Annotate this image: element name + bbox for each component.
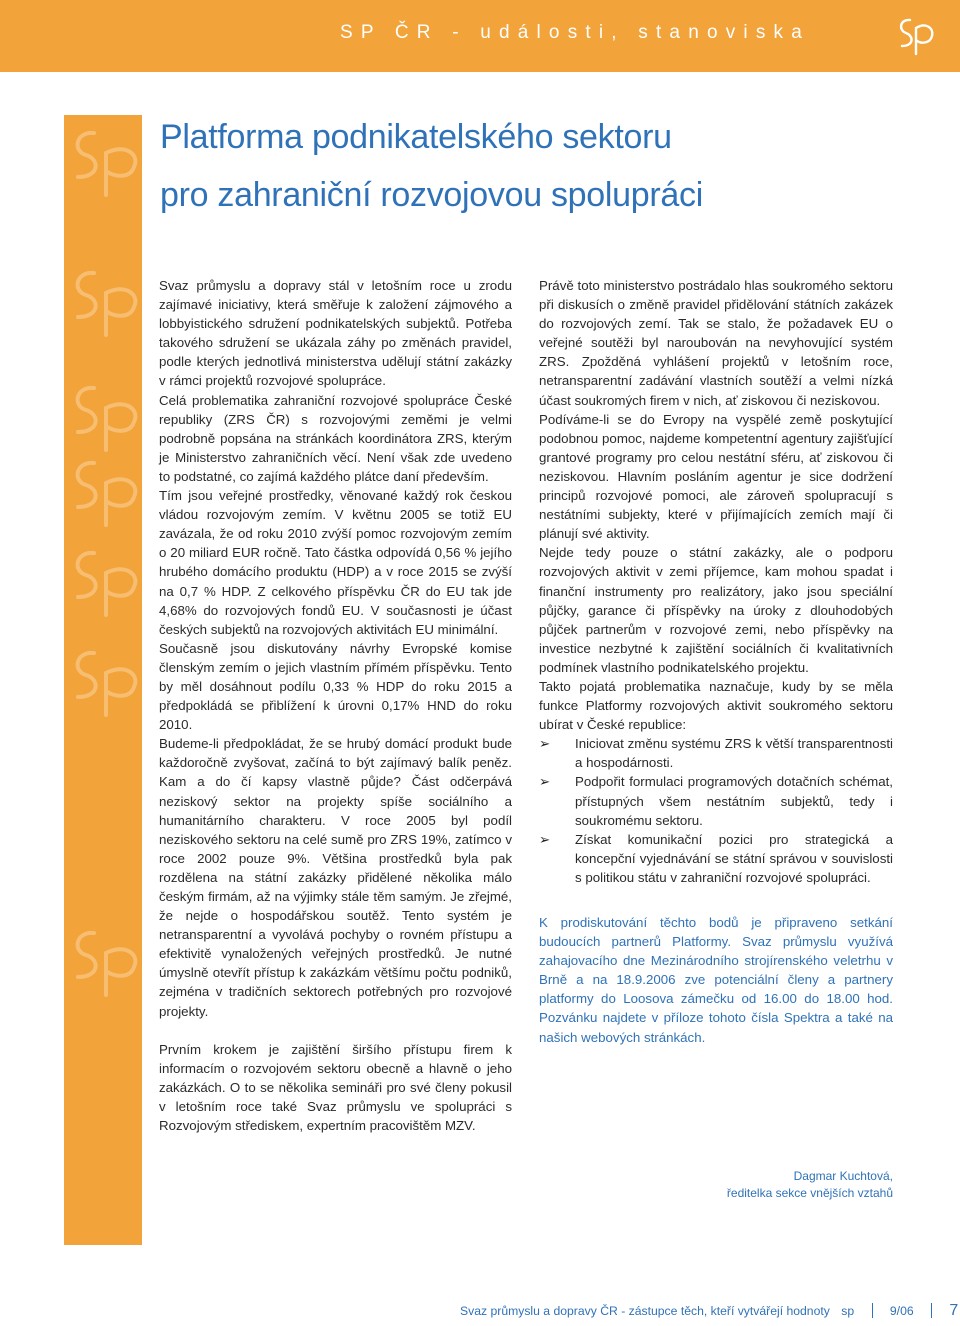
author-name: Dagmar Kuchtová, (793, 1169, 893, 1183)
page-footer (460, 1302, 958, 1320)
left-column (159, 276, 512, 1135)
arrow-bullet-icon: ➢ (539, 736, 551, 752)
sp-watermark-icon (64, 115, 142, 1245)
author-signature (640, 1168, 893, 1202)
header-bar (0, 0, 960, 72)
footer-text: Svaz průmyslu a dopravy ČR - zástupce těch, kteří vytvářejí hodnoty (460, 1304, 830, 1318)
article-title (160, 108, 703, 224)
list-item-text: Získat komunikační pozici pro strategická a koncepční vyjednávání se státní správou v souvislosti s politikou státu v zahraniční rozvojové spolupráci. (575, 831, 893, 885)
paragraph: Takto pojatá problematika naznačuje, kudy by se měla funkce Platformy rozvojových aktivit soukromého sektoru ubírat v České republice: (539, 678, 893, 733)
paragraph: Právě toto ministerstvo postrádalo hlas soukromého sektoru při diskusích o změně pravidel přidělování státních zakázek do rozvojových zemí. Tak se stalo, že požadavek EU o veřejné soutěži byl naroubován na nevyhovující systém ZRS. Zpožděná vyhlášení projektů v letošním roce, netransparentní zadávání vlastních soutěží a velmi nízká účast soukromých firem v nich, ať ziskovou či neziskovou. (539, 278, 893, 408)
paragraph: Budeme-li předpokládat, že se hrubý domácí produkt bude každoročně zvyšovat, začíná to být zajímavý balík peněz. Kam a do čí kapsy vlastně půjde? Část odčerpává neziskový sektor na projekty spíše sociálního a humanitárního charakteru. V roce 2005 byl podíl neziskového sektoru na celé sumě pro ZRS 19%, zatímco v roce 2002 pouze 9%. Většina prostředků byla pak rozdělena na státní zakázky přidělené několika málo českým firmám, až na výjimky stále těm samým. Je zřejmé, že nejde o hospodářskou soutěž. Tento systém je netransparentní a vyvolává pochyby o rovném přístupu a efektivitě vynaložených veřejných prostředků. Je nutné úmyslně otevřít přístup k zakázkám většímu počtu podniků, zejména v tradičních sektorech potřebných pro rozvojové projekty. (159, 736, 512, 1019)
paragraph: Tím jsou veřejné prostředky, věnované každý rok českou vládou rozvojovým zemím. V květnu 2005 se totiž EU zavázala, že od roku 2010 zvýší pomoc rozvojovým zemím o 20 miliard EUR ročně. Tato částka odpovídá 0,56 % jejího hrubého domácího produktu (HDP) a v roce 2015 se zvýší na 0,7 % HDP. Z celkového příspěvku ČR do EU tak jde 4,68% do rozvojových fondů EU. V současnosti je účast českých subjektů na rozvojových aktivitách EU minimální. (159, 488, 512, 637)
paragraph: Svaz průmyslu a dopravy stál v letošním roce u zrodu zajímavé iniciativy, která směřuje k založení zájmového a lobbyistického sdružení podnikatelských subjektů. Potřeba takového sdružení se ukázala záhy po změnách pravidel, podle kterých jednotlivá ministerstva udělují státní zakázky v rámci projektů rozvojové spolupráce. (159, 278, 512, 389)
author-role: ředitelka sekce vnějších vztahů (726, 1186, 893, 1200)
goals-list (539, 734, 893, 887)
footer-divider (931, 1303, 932, 1318)
list-item (539, 734, 893, 772)
issue-number: 9/06 (889, 1304, 914, 1318)
list-item-text: Iniciovat změnu systému ZRS k větší transparentnosti a hospodárnosti. (575, 736, 893, 771)
paragraph-gap (159, 1021, 512, 1040)
paragraph: Nejde tedy pouze o státní zakázky, ale o podporu rozvojových aktivit v zemi příjemce, kam mohou spadat i finanční instrumenty pro realizátory, jako jsou speciální půjčky, garance či příspěvky na úroky z dlouhodobých půjček partnerům v rozvojové zemi, nebo příspěvky na investice nezbytné k zajištění sociálních či kvalitativních podmínek vlastního podnikatelského projektu. (539, 545, 893, 675)
paragraph: Současně jsou diskutovány návrhy Evropské komise členským zemím o jejich vlastním přímém příspěvku. Tento by měl dosáhnout podílu 0,33 % HDP do roku 2015 a předpokládá se přiblížení k úrovni 0,17% HND do roku 2010. (159, 640, 512, 733)
decorative-side-strip (64, 115, 142, 1245)
arrow-bullet-icon: ➢ (539, 774, 551, 790)
list-item (539, 830, 893, 887)
right-column (539, 276, 893, 1047)
list-item (539, 772, 893, 829)
paragraph: Celá problematika zahraniční rozvojové spolupráce České republiky (ZRS ČR) s rozvojovými zeměmi je velmi podrobně popsána na stránkách koordinátora ZRS, kterým je Ministerstvo zahraničních věcí. Není však zde uvedeno to podstatné, co zajímá každého plátce daní především. (159, 392, 512, 484)
arrow-bullet-icon: ➢ (539, 831, 551, 847)
page-number: 7 (949, 1302, 959, 1319)
article-title-line-1: Platforma podnikatelského sektoru (160, 118, 672, 156)
sp-logo-icon (892, 14, 936, 58)
invitation-note: K prodiskutování těchto bodů je připraveno setkání budoucích partnerů Platformy. Svaz průmyslu využívá zahajovacího dne Mezinárodního strojírenského veletrhu v Brně a na 18.9.2006 zve potenciální členy a partnery platformy do Loosova zámečku od 16.00 do 18.00 hod. Pozvánku najdete v příloze tohoto čísla Spektra a také na našich webových stránkách. (539, 915, 893, 1045)
footer-divider (872, 1303, 873, 1318)
paragraph: Prvním krokem je zajištění širšího přístupu firem k informacím o rozvojovém sektoru obecně a hlavně o jeho zakázkách. O to se několika semináři pro své členy pokusil v letošním roce také Svaz průmyslu ve spolupráci s Rozvojovým střediskem, expertním pracovištěm MZV. (159, 1041, 512, 1134)
footer-brand: sp (841, 1304, 855, 1318)
list-item-text: Podpořit formulaci programových dotačních schémat, přístupných všem nestátním subjektů, tedy i soukromému sektoru. (575, 774, 893, 828)
section-title: SP ČR - události, stanoviska (340, 22, 811, 43)
article-title-line-2: pro zahraniční rozvojovou spolupráci (160, 176, 703, 214)
paragraph: Podíváme-li se do Evropy na vyspělé země poskytující podobnou pomoc, najdeme kompetentní agentury zajišťující grantové programy pro celou nestátní sféru, ať ziskovou či neziskovou. Hlavním posláním agentur je sice dodržení principů rozvojové pomoci, ale zároveň spolupracují s nestátními subjekty, které v přijímajících zemích mají či plánují své aktivity. (539, 411, 893, 542)
